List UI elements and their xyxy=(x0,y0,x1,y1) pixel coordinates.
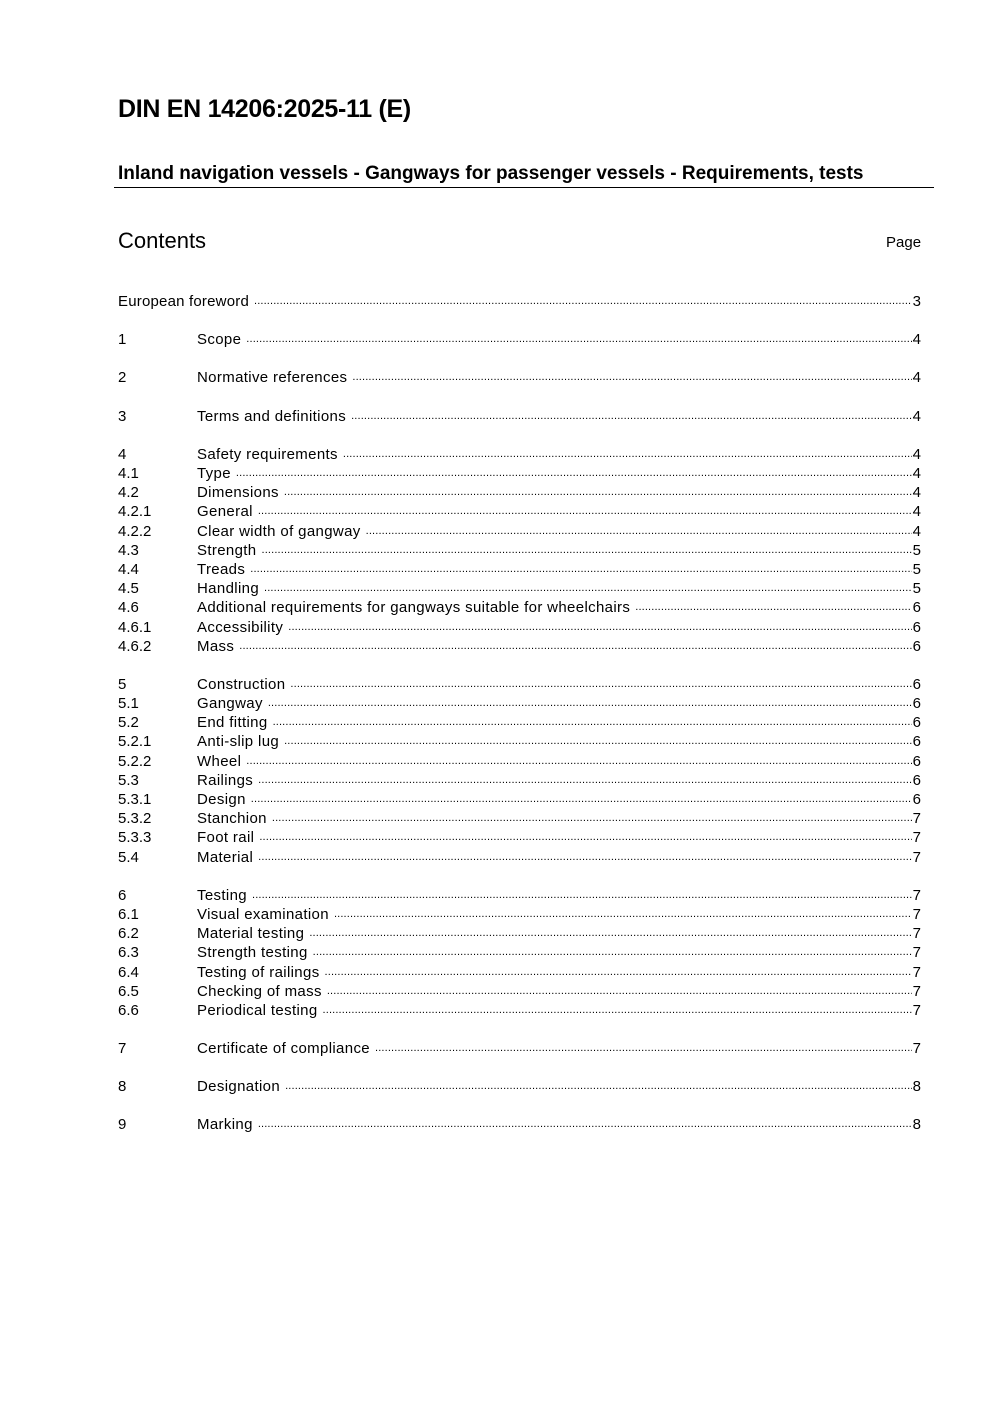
toc-entry-number: 3 xyxy=(118,407,127,425)
toc-entry-title: Type xyxy=(197,465,231,483)
toc-entry-title: Treads xyxy=(197,560,246,578)
toc-entry-title: Periodical testing xyxy=(197,1001,318,1019)
toc-entry-number: 6.3 xyxy=(118,944,139,962)
toc-entry[interactable] xyxy=(118,1039,921,1058)
toc-entry-number: 6.6 xyxy=(118,1001,139,1019)
toc-entry-page: 7 xyxy=(912,905,921,923)
toc-entry-page: 7 xyxy=(912,963,921,981)
toc-dot-leader xyxy=(268,694,912,713)
toc-entry-title: General xyxy=(197,503,253,521)
toc-dot-leader xyxy=(323,1001,912,1020)
toc-entry[interactable] xyxy=(118,886,921,905)
toc-entry[interactable] xyxy=(118,407,921,426)
toc-entry-number: 4.5 xyxy=(118,580,139,598)
toc-entry-page: 6 xyxy=(912,618,921,636)
toc-entry-number: 6 xyxy=(118,886,127,904)
toc-entry-page: 8 xyxy=(912,1078,921,1096)
toc-entry-page: 6 xyxy=(912,695,921,713)
toc-entry[interactable] xyxy=(118,1115,921,1134)
toc-entry-page: 4 xyxy=(912,503,921,521)
toc-entry[interactable] xyxy=(118,732,921,751)
toc-entry-number: 6.2 xyxy=(118,925,139,943)
toc-entry-page: 7 xyxy=(912,829,921,847)
toc-entry-number: 5 xyxy=(118,675,127,693)
toc-entry-page: 7 xyxy=(912,1040,921,1058)
toc-entry-page: 7 xyxy=(912,925,921,943)
toc-entry-number: 4.2 xyxy=(118,484,139,502)
toc-entry-page: 3 xyxy=(912,293,921,311)
toc-entry-title: Strength xyxy=(197,541,257,559)
toc-entry[interactable] xyxy=(118,464,921,483)
toc-entry-page: 4 xyxy=(912,369,921,387)
toc-entry-page: 6 xyxy=(912,752,921,770)
toc-entry-number: 5.4 xyxy=(118,848,139,866)
toc-entry-title: Design xyxy=(197,791,246,809)
toc-entry-title: Certificate of compliance xyxy=(197,1040,370,1058)
toc-entry-number: 5.3.3 xyxy=(118,829,152,847)
toc-entry-title: Checking of mass xyxy=(197,982,322,1000)
toc-entry-page: 4 xyxy=(912,407,921,425)
toc-entry-number: 7 xyxy=(118,1040,127,1058)
toc-dot-leader xyxy=(313,943,912,962)
toc-dot-leader xyxy=(258,848,912,867)
toc-entry[interactable] xyxy=(118,675,921,694)
toc-entry-page: 6 xyxy=(912,791,921,809)
toc-entry-number: 5.3.2 xyxy=(118,810,152,828)
toc-entry-number: 5.3.1 xyxy=(118,791,152,809)
toc-entry-page: 5 xyxy=(912,560,921,578)
toc-entry-title: Designation xyxy=(197,1078,281,1096)
toc-dot-leader xyxy=(284,483,912,502)
toc-entry-page: 6 xyxy=(912,714,921,732)
toc-entry[interactable] xyxy=(118,483,921,502)
contents-heading: Contents xyxy=(118,228,207,253)
toc-entry-number: 4.2.1 xyxy=(118,503,152,521)
toc-entry-number: 4.6.1 xyxy=(118,618,152,636)
toc-entry-number: 5.3 xyxy=(118,771,139,789)
toc-entry[interactable] xyxy=(118,1001,921,1020)
toc-entry-page: 4 xyxy=(912,331,921,349)
toc-entry-page: 4 xyxy=(912,445,921,463)
toc-entry-title: Scope xyxy=(197,331,242,349)
toc-entry-title: European foreword xyxy=(118,293,249,311)
toc-entry-title: Handling xyxy=(197,580,260,598)
document-title: DIN EN 14206:2025-11 (E) xyxy=(118,95,411,123)
toc-entry-number: 9 xyxy=(118,1116,127,1134)
toc-entry[interactable] xyxy=(118,848,921,867)
toc-dot-leader xyxy=(258,771,911,790)
toc-entry-number: 2 xyxy=(118,369,127,387)
toc-dot-leader xyxy=(351,407,912,426)
toc-entry-number: 1 xyxy=(118,331,127,349)
toc-entry[interactable] xyxy=(118,368,921,387)
toc-entry-number: 5.1 xyxy=(118,695,139,713)
toc-entry[interactable] xyxy=(118,617,921,636)
toc-entry-title: Material testing xyxy=(197,925,305,943)
toc-entry-title: Clear width of gangway xyxy=(197,522,361,540)
toc-entry-page: 5 xyxy=(912,541,921,559)
toc-entry-title: Strength testing xyxy=(197,944,308,962)
toc-entry[interactable] xyxy=(118,905,921,924)
toc-entry-title: Testing xyxy=(197,886,247,904)
toc-entry-page: 6 xyxy=(912,733,921,751)
toc-entry[interactable] xyxy=(118,292,921,311)
toc-entry-title: Visual examination xyxy=(197,905,329,923)
toc-entry-title: Anti-slip lug xyxy=(197,733,280,751)
toc-entry-page: 6 xyxy=(912,675,921,693)
toc-entry[interactable] xyxy=(118,637,921,656)
toc-entry-page: 4 xyxy=(912,465,921,483)
toc-entry-number: 4.6.2 xyxy=(118,637,152,655)
toc-dot-leader xyxy=(252,886,912,905)
toc-entry-title: Marking xyxy=(197,1116,253,1134)
toc-dot-leader xyxy=(309,924,911,943)
toc-entry-title: Wheel xyxy=(197,752,242,770)
toc-entry-title: Testing of railings xyxy=(197,963,320,981)
toc-entry-title: Terms and definitions xyxy=(197,407,347,425)
toc-entry[interactable] xyxy=(118,943,921,962)
toc-dot-leader xyxy=(352,368,911,387)
toc-entry-number: 4.6 xyxy=(118,599,139,617)
toc-entry[interactable] xyxy=(118,828,921,847)
toc-entry-title: Dimensions xyxy=(197,484,279,502)
toc-entry-title: Gangway xyxy=(197,695,263,713)
toc-entry-page: 4 xyxy=(912,484,921,502)
toc-dot-leader xyxy=(262,541,912,560)
table-of-contents xyxy=(118,292,921,1135)
toc-entry[interactable] xyxy=(118,982,921,1001)
toc-entry-title: Railings xyxy=(197,771,254,789)
toc-entry-title: End fitting xyxy=(197,714,268,732)
toc-dot-leader xyxy=(288,618,911,637)
toc-entry[interactable] xyxy=(118,962,921,981)
toc-dot-leader xyxy=(285,1077,912,1096)
toc-entry-title: Normative references xyxy=(197,369,348,387)
toc-entry[interactable] xyxy=(118,598,921,617)
toc-entry-number: 8 xyxy=(118,1078,127,1096)
toc-dot-leader xyxy=(375,1039,912,1058)
toc-entry-number: 4.3 xyxy=(118,541,139,559)
toc-entry-page: 4 xyxy=(912,522,921,540)
toc-entry-page: 7 xyxy=(912,848,921,866)
toc-entry[interactable] xyxy=(118,445,921,464)
toc-entry-page: 7 xyxy=(912,886,921,904)
toc-entry-title: Foot rail xyxy=(197,829,255,847)
toc-dot-leader xyxy=(290,675,911,694)
toc-entry[interactable] xyxy=(118,771,921,790)
toc-entry[interactable] xyxy=(118,752,921,771)
toc-entry-number: 6.1 xyxy=(118,905,139,923)
toc-entry[interactable] xyxy=(118,924,921,943)
toc-entry-page: 8 xyxy=(912,1116,921,1134)
document-subtitle: Inland navigation vessels - Gangways for passenger vessels - Requirements, tests xyxy=(118,163,864,184)
toc-dot-leader xyxy=(250,560,911,579)
toc-dot-leader xyxy=(343,445,912,464)
toc-entry-number: 4.1 xyxy=(118,465,139,483)
toc-entry-number: 4.2.2 xyxy=(118,522,152,540)
toc-entry-page: 5 xyxy=(912,580,921,598)
toc-dot-leader xyxy=(264,579,912,598)
toc-dot-leader xyxy=(246,752,911,771)
toc-entry-number: 5.2.1 xyxy=(118,733,152,751)
toc-dot-leader xyxy=(258,1115,912,1134)
toc-dot-leader xyxy=(254,292,912,311)
toc-dot-leader xyxy=(635,598,911,617)
page-column-label: Page xyxy=(886,234,922,251)
toc-entry-page: 6 xyxy=(912,599,921,617)
toc-entry[interactable] xyxy=(118,694,921,713)
toc-entry-number: 6.5 xyxy=(118,982,139,1000)
toc-entry-title: Material xyxy=(197,848,254,866)
toc-entry-title: Accessibility xyxy=(197,618,284,636)
toc-entry-page: 6 xyxy=(912,637,921,655)
toc-dot-leader xyxy=(259,828,911,847)
toc-entry[interactable] xyxy=(118,713,921,732)
toc-dot-leader xyxy=(236,464,912,483)
toc-dot-leader xyxy=(325,963,912,982)
toc-dot-leader xyxy=(246,330,911,349)
toc-entry[interactable] xyxy=(118,790,921,809)
title-divider xyxy=(114,187,934,188)
toc-entry[interactable] xyxy=(118,541,921,560)
toc-entry-page: 7 xyxy=(912,944,921,962)
toc-dot-leader xyxy=(327,982,912,1001)
toc-dot-leader xyxy=(258,502,912,521)
toc-dot-leader xyxy=(272,809,912,828)
toc-entry-number: 5.2.2 xyxy=(118,752,152,770)
toc-entry[interactable] xyxy=(118,502,921,521)
toc-entry[interactable] xyxy=(118,1077,921,1096)
toc-entry[interactable] xyxy=(118,522,921,541)
toc-dot-leader xyxy=(284,732,912,751)
toc-dot-leader xyxy=(239,637,911,656)
toc-entry-title: Stanchion xyxy=(197,810,267,828)
toc-entry-title: Additional requirements for gangways suitable for wheelchairs xyxy=(197,599,631,617)
toc-entry-page: 6 xyxy=(912,771,921,789)
toc-entry-number: 4.4 xyxy=(118,560,139,578)
toc-entry-number: 5.2 xyxy=(118,714,139,732)
toc-entry[interactable] xyxy=(118,579,921,598)
toc-entry-title: Mass xyxy=(197,637,235,655)
toc-entry-page: 7 xyxy=(912,982,921,1000)
toc-entry-title: Construction xyxy=(197,675,286,693)
toc-entry[interactable] xyxy=(118,330,921,349)
toc-entry-page: 7 xyxy=(912,1001,921,1019)
toc-dot-leader xyxy=(251,790,912,809)
toc-entry[interactable] xyxy=(118,560,921,579)
toc-entry-page: 7 xyxy=(912,810,921,828)
toc-dot-leader xyxy=(334,905,912,924)
toc-entry-number: 4 xyxy=(118,445,127,463)
toc-entry[interactable] xyxy=(118,809,921,828)
toc-dot-leader xyxy=(273,713,912,732)
toc-entry-title: Safety requirements xyxy=(197,445,338,463)
toc-entry-number: 6.4 xyxy=(118,963,139,981)
toc-dot-leader xyxy=(366,522,912,541)
